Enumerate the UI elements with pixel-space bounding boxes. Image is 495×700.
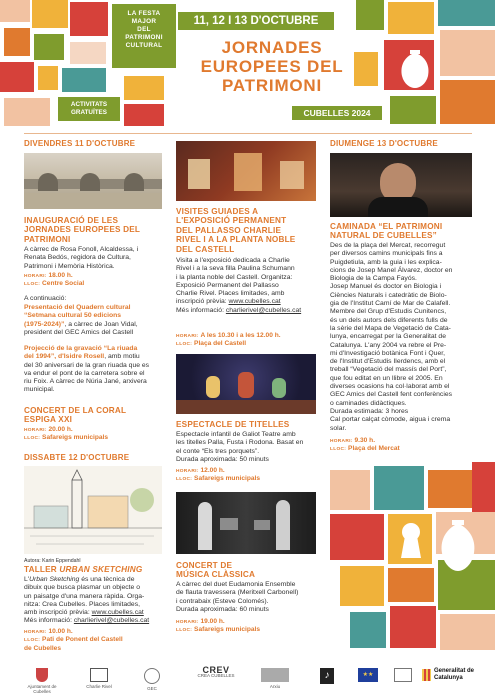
taller-title: TALLER URBAN SKETCHING [24, 565, 143, 574]
projeccio-text: Projecció de la gravació “La riuada del 1994”, d'Isidre Rosell, amb motiu del 30 aniversari de la gran riuada que es va endur el pont de la carretera sobre el riu Foix. A càrrec de Núria Jané, arxivera municipal. [24, 345, 150, 394]
sketch-illustration [24, 466, 162, 554]
header-divider [24, 133, 472, 134]
logo-music: ♪ [320, 668, 336, 684]
day-header-friday: DIVENDRES 11 D'OCTUBRE [24, 139, 136, 148]
titelles-description: Espectacle infantil de Galiot Teatre amb les titelles Palla, Fusta i Rodona. Basat en el conte “Els tres porquets”. Durada aproximada: 50 minuts [176, 431, 304, 463]
sketch-author: Autora: Karin Eppendahl [24, 558, 81, 564]
inauguracio-title: INAUGURACIÓ DE LES JORNADES EUROPEES DEL PATRIMONI [24, 216, 141, 244]
logo-arxiu: Arxiu [258, 668, 292, 689]
logo-gec: GEC [140, 668, 164, 691]
musica-classica-title: CONCERT DE MÚSICA CLÀSSICA [176, 561, 256, 580]
cubelles-year-badge: CUBELLES 2024 [292, 106, 382, 120]
logo-eu: ★★ [358, 668, 382, 682]
caminada-horari: HORARI: 9.30 h. [330, 437, 376, 444]
taller-email-link[interactable]: charlierivel@cubelles.cat [73, 617, 150, 625]
page-title: JORNADES EUROPEES DEL PATRIMONI [200, 38, 344, 95]
visites-guiades-title: VISITES GUIADES A L'EXPOSICIÓ PERMANENT DEL PALLASSO CHARLIE RIVEL I A LA PLANTA NOBLE DEL CASTELL [176, 207, 296, 254]
taller-lloc: LLOC: Pati de Ponent del Castell de Cubelles [24, 636, 123, 653]
visites-guiades-horari: HORARI: A les 10.30 i a les 12.00 h. [176, 332, 281, 339]
photo-flood-bridge [24, 153, 162, 209]
photo-speaker-portrait [330, 153, 472, 217]
amphora-icon [398, 48, 432, 90]
titelles-title: ESPECTACLE DE TITELLES [176, 420, 290, 429]
logo-crea: CREV CREA CUBELLES [197, 665, 235, 678]
photo-exhibition-room [176, 141, 316, 201]
musica-classica-horari: HORARI: 19.00 h. [176, 618, 225, 625]
taller-horari: HORARI: 10.00 h. [24, 628, 73, 635]
taller-inscripcio-link[interactable]: www.cubelles.cat [91, 609, 144, 617]
visites-inscripcio-link[interactable]: www.cubelles.cat [228, 298, 281, 306]
inauguracio-description: A càrrec de Rosa Fonoll, Alcaldessa, i Renata Bedós, regidora de Cultura, Patrimoni i Memòria Històrica. [24, 246, 139, 270]
event-dates: 11, 12 I 13 D'OCTUBRE [178, 12, 334, 30]
inauguracio-horari: HORARI: 18.00 h. [24, 272, 73, 279]
inauguracio-lloc: LLOC: Centre Social [24, 280, 85, 287]
logo-ministeri [394, 668, 416, 682]
musica-classica-description: A càrrec del duet Eudamonia Ensemble de flauta travessera (Meritxell Carbonell) i contrabaix (Esteve Colomés). Durada aproximada: 60 minuts [176, 581, 299, 613]
presentacio-text: Presentació del Quadern cultural “Setmana cultural 50 edicions (1975-2024)”, a càrrec de Joan Vidal, president del GEC Amics del Castell [24, 304, 138, 336]
musica-classica-lloc: LLOC: Safareigs municipals [176, 626, 261, 633]
day-header-saturday: DISSABTE 12 D'OCTUBRE [24, 453, 130, 462]
caminada-title: CAMINADA “EL PATRIMONI NATURAL DE CUBELLES” [330, 222, 443, 241]
taller-description: L'Urban Sketching és una tècnica de dibuix que busca plasmar un objecte o un paisatge d'una manera ràpida. Orga- nitza: Crea Cubelles. Places limitades, amb inscripció prèvia: www.cubelles.cat Més informació: charlierivel@cubelles.cat [24, 576, 150, 625]
day-header-sunday: DIUMENGE 13 D'OCTUBRE [330, 139, 438, 148]
logo-ajuntament: Ajuntament de Cubelles [22, 668, 62, 694]
continuacio-label: A continuació: [24, 295, 67, 302]
activitats-gratuites-badge: ACTIVITATS GRATUÏTES [58, 97, 120, 121]
logo-generalitat: Generalitat de Catalunya [422, 668, 492, 681]
titelles-horari: HORARI: 12.00 h. [176, 467, 225, 474]
visites-guiades-description: Visita a l'exposició dedicada a Charlie Rivel i a la seva filla Paulina Schumann i la planta noble del Castell. Organitza: Exposició Permanent del Pallasso Charlie Rivel. Places limitades, amb inscripció prèvia: www.cubelles.cat Més informació: charlierivel@cubelles.cat [176, 257, 302, 314]
concert-coral-title: CONCERT DE LA CORAL ESPIGA XXI [24, 406, 127, 425]
festa-major-badge: LA FESTA MAJOR DEL PATRIMONI CULTURAL [112, 4, 176, 68]
photo-puppet-show [176, 354, 316, 414]
visites-email-link[interactable]: charlierivel@cubelles.cat [225, 306, 302, 314]
caminada-description: Des de la plaça del Mercat, recorregut per diversos camins municipals fins a Puigdetiula, amb la guia i les explica- cions de Josep Manel Álvarez, doctor en Biologia de la Campa Fayós. Josep Manuel és doctor en Biologia i Ciències Naturals i catedràtic de Biolo- gia de l'Institut Camí de Mar de Calafell. Membre del Grup d'Estudis Cunitencs, és un dels autors dels diferents fulls de la sèrie del Mapa de Vegetació de Cata- lunya, encarregat per la Generalitat de Catalunya. L'any 2004 va rebre el Pre- mi d'Investigació botànica Font i Quer, de l'Institut d'Estudis Ilerdencs, amb el treball “Vegetació del massís del Port”, que fou editat en un llibre el 2005. En diverses ocasions ha col·laborat amb el GEC Amics del Castell fent conferències o caminades didàctiques. Durada estimada: 3 hores Cal portar calçat còmode, aigua i crema solar. [330, 242, 453, 432]
caminada-lloc: LLOC: Plaça del Mercat [330, 445, 400, 452]
photo-classical-duo [176, 492, 316, 554]
amphora-bottom-icon [436, 518, 480, 578]
concert-coral-horari: HORARI: 20.00 h. [24, 426, 73, 433]
keyhole-icon [396, 520, 426, 560]
titelles-lloc: LLOC: Safareigs municipals [176, 475, 261, 482]
logo-charlie-rivel: Charlie Rivel [86, 668, 112, 689]
concert-coral-lloc: LLOC: Safareigs municipals [24, 434, 109, 441]
visites-guiades-lloc: LLOC: Plaça del Castell [176, 340, 247, 347]
